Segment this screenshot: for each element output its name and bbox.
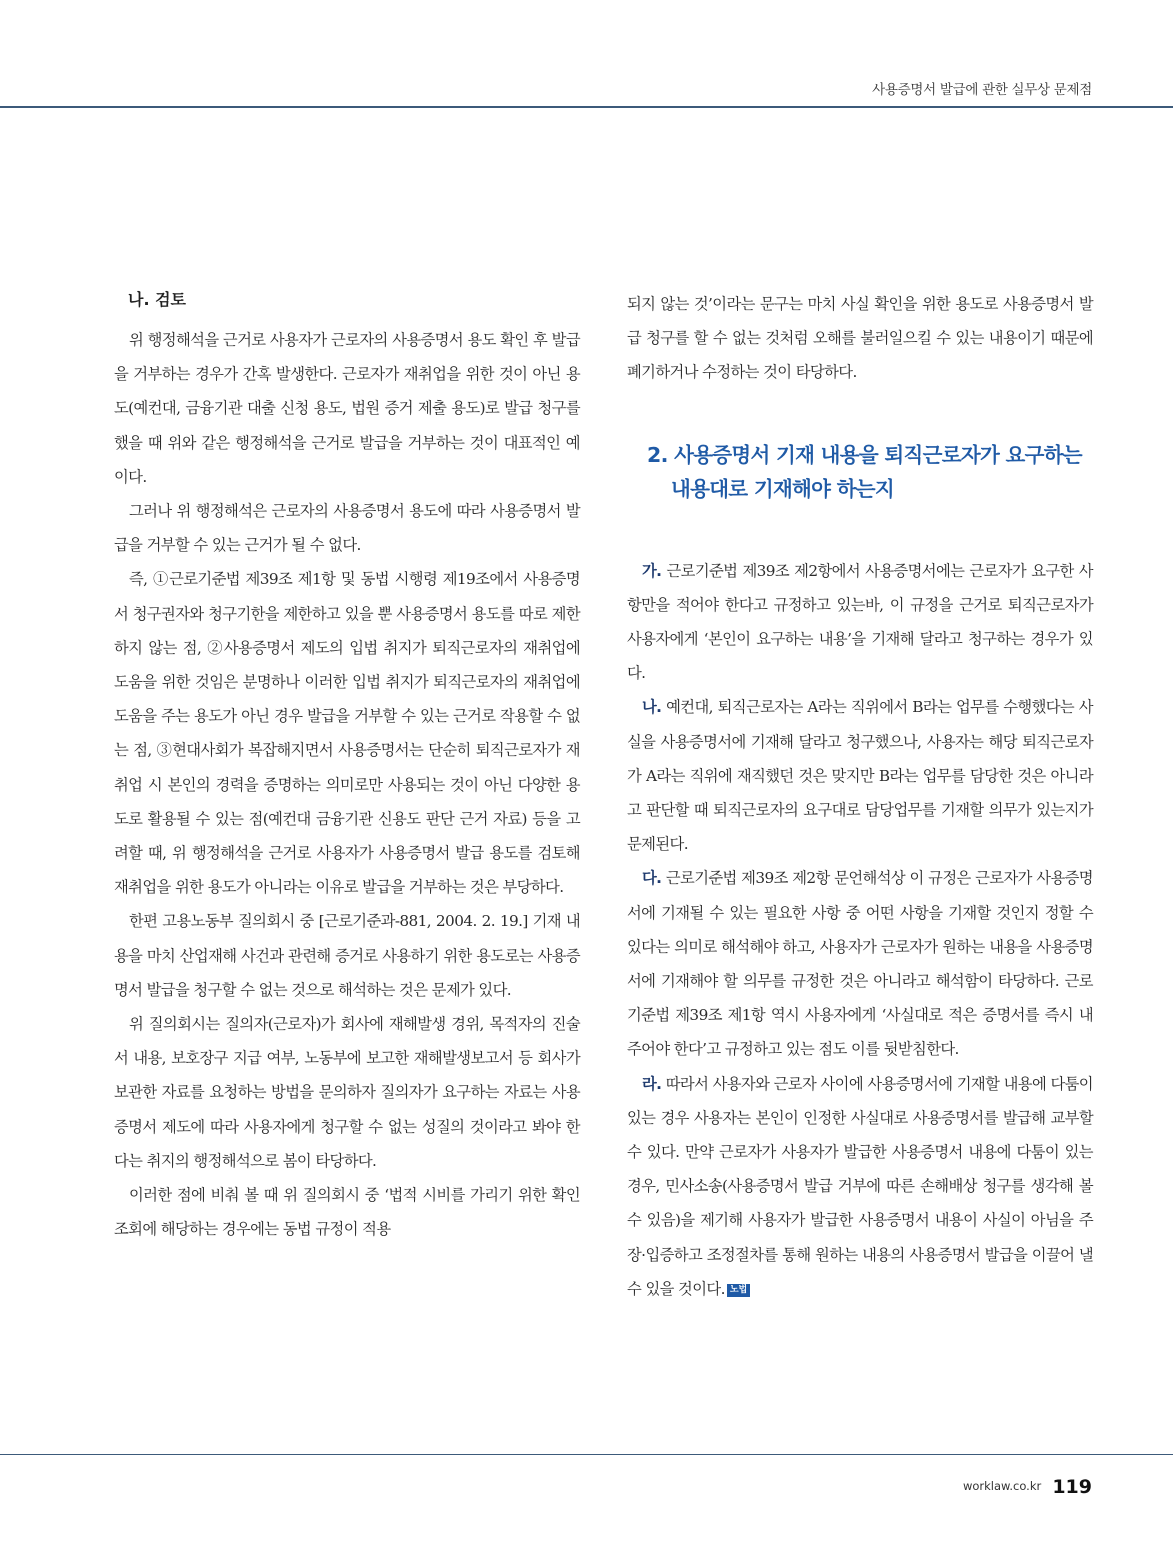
paragraph: 위 질의회시는 질의자(근로자)가 회사에 재해발생 경위, 목적자의 진술서 내용, 보호장구 지급 여부, 노동부에 보고한 재해발생보고서 등 회사가 보관한 자료를 요청하는 방법을 문의하자 질의자가 요구하는 자료는 사용증명서 제도에 따라 사용자에게 청구할 수 없는 성질의 것이라고 봐야 한다는 취지의 행정해석으로 봄이 타당하다. (114, 1015, 580, 1170)
header-divider (0, 106, 1173, 108)
paragraph-continuation: 되지 않는 것’이라는 문구는 마치 사실 확인을 위한 용도로 사용증명서 발급 청구를 할 수 없는 것처럼 오해를 불러일으킬 수 있는 내용이기 때문에 폐기하거나 수정하는 것이 타당하다. (627, 295, 1093, 382)
running-title: 사용증명서 발급에 관한 실무상 문제점 (872, 82, 1092, 98)
page-number: 119 (1052, 1476, 1092, 1498)
list-item (627, 554, 1093, 691)
item-marker: 가. (642, 561, 662, 580)
list-item (627, 861, 1093, 1066)
list-item (627, 1067, 1093, 1306)
item-text: 근로기준법 제39조 제2항에서 사용증명서에는 근로자가 요구한 사항만을 적어야 한다고 규정하고 있는바, 이 규정을 근거로 퇴직근로자가 사용자에게 ‘본인이 요구하는 내용’을 기재해 달라고 청구하는 경우가 있다. (627, 561, 1093, 683)
list-item (627, 690, 1093, 861)
item-marker: 다. (642, 869, 662, 888)
item-text: 예컨대, 퇴직근로자는 A라는 직위에서 B라는 업무를 수행했다는 사실을 사용증명서에 기재해 달라고 청구했으나, 사용자는 해당 퇴직근로자가 A라는 직위에 재직했던 것은 맞지만 B라는 업무를 담당한 것은 아니라고 판단할 때 퇴직근로자의 요구대로 담당업무를 기재할 의무가 있는지가 문제된다. (627, 698, 1093, 854)
paragraph: 한편 고용노동부 질의회시 중 [근로기준과-881, 2004. 2. 19.] 기재 내용을 마치 산업재해 사건과 관련해 증거로 사용하기 위한 용도로는 사용증명서 발급을 청구할 수 없는 것으로 해석하는 것은 문제가 있다. (114, 912, 580, 999)
item-text: 따라서 사용자와 근로자 사이에 사용증명서에 기재할 내용에 다툼이 있는 경우 사용자는 본인이 인정한 사실대로 사용증명서를 발급해 교부할 수 있다. 만약 근로자가 사용자가 발급한 사용증명서 내용에 다툼이 있는 경우, 민사소송(사용증명서 발급 거부에 따른 손해배상 청구를 생각해 볼 수 있음)을 제기해 사용자가 발급한 사용증명서 내용이 사실이 아님을 주장·입증하고 조정절차를 통해 원하는 내용의 사용증명서 발급을 이끌어 낼 수 있을 것이다. (627, 1074, 1093, 1298)
item-marker: 라. (642, 1074, 662, 1093)
left-column (114, 287, 580, 1246)
paragraph: 위 행정해석을 근거로 사용자가 근로자의 사용증명서 용도 확인 후 발급을 거부하는 경우가 간혹 발생한다. 근로자가 재취업을 위한 것이 아닌 용도(예컨대, 금융기관 대출 신청 용도, 법원 증거 제출 용도)로 발급 청구를 했을 때 위와 같은 행정해석을 근거로 발급을 거부하는 것이 대표적인 예이다. (114, 331, 580, 486)
footer (963, 1476, 1092, 1498)
item-marker: 나. (642, 698, 662, 717)
subsection-heading: 나. 검토 (128, 290, 187, 309)
section-heading: 2. 사용증명서 기재 내용을 퇴직근로자가 요구하는 내용대로 기재해야 하는지 (647, 442, 1082, 501)
website-link[interactable]: worklaw.co.kr (962, 1479, 1042, 1493)
end-badge: 노법 (727, 1284, 750, 1297)
paragraph: 그러나 위 행정해석은 근로자의 사용증명서 용도에 따라 사용증명서 발급을 거부할 수 있는 근거가 될 수 없다. (114, 502, 580, 555)
paragraph: 이러한 점에 비춰 볼 때 위 질의회시 중 ‘법적 시비를 가리기 위한 확인 조회에 해당하는 경우에는 동법 규정이 적용 (114, 1186, 580, 1239)
item-text: 근로기준법 제39조 제2항 문언해석상 이 규정은 근로자가 사용증명서에 기재될 수 있는 필요한 사항 중 어떤 사항을 기재할 것인지 정할 수 있다는 의미로 해석해야 하고, 사용자가 근로자가 원하는 내용을 사용증명서에 기재해야 할 의무를 규정한 것은 아니라고 해석함이 타당하다. 근로기준법 제39조 제1항 역시 사용자에게 ‘사실대로 적은 증명서를 즉시 내주어야 한다’고 규정하고 있는 점도 이를 뒷받침한다. (627, 869, 1093, 1059)
paragraph: 즉, ①근로기준법 제39조 제1항 및 동법 시행령 제19조에서 사용증명서 청구권자와 청구기한을 제한하고 있을 뿐 사용증명서 용도를 따로 제한하지 않는 점, ②사용증명서 제도의 입법 취지가 퇴직근로자의 재취업에 도움을 위한 것임은 분명하나 이러한 입법 취지가 퇴직근로자의 재취업에 도움을 주는 용도가 아닌 경우 발급을 거부할 수 있는 근거로 작용할 수 없는 점, ③현대사회가 복잡해지면서 사용증명서는 단순히 퇴직근로자가 재취업 시 본인의 경력을 증명하는 의미로만 사용되는 것이 아닌 다양한 용도로 활용될 수 있는 점(예컨대 금융기관 신용도 판단 근거 자료) 등을 고려할 때, 위 행정해석을 근거로 사용자가 사용증명서 발급 용도를 검토해 재취업을 위한 용도가 아니라는 이유로 발급을 거부하는 것은 부당하다. (114, 570, 580, 897)
right-column (627, 287, 1093, 1306)
footer-divider (0, 1454, 1173, 1455)
